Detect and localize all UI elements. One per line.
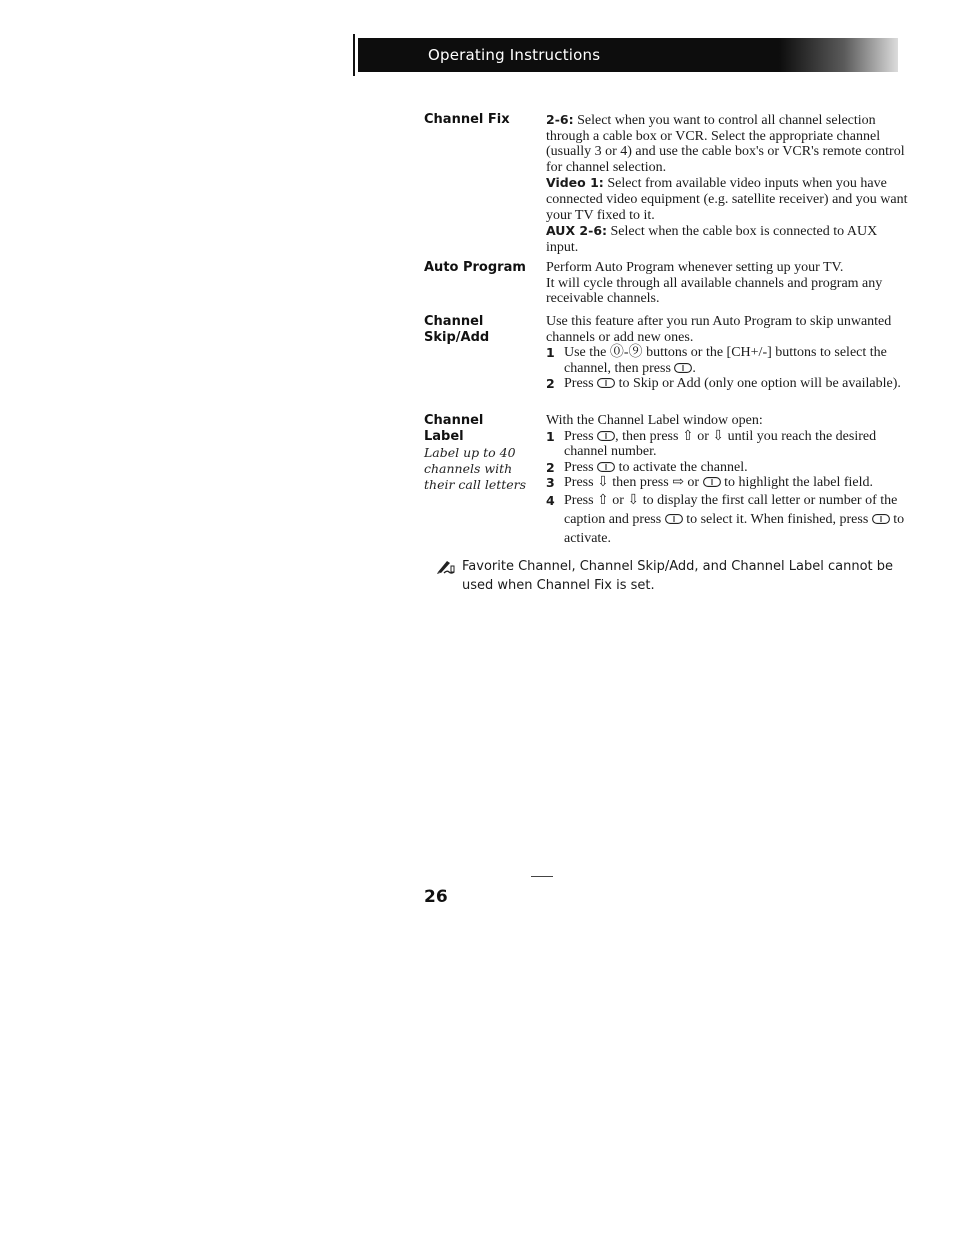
step-number: 1 xyxy=(546,428,555,444)
enter-button-icon xyxy=(597,431,615,441)
enter-button-icon xyxy=(597,378,615,388)
step-text: , then press xyxy=(615,428,682,444)
step-number: 2 xyxy=(546,459,555,475)
section-title: Operating Instructions xyxy=(428,46,601,64)
step-text: Use the xyxy=(564,345,610,361)
step-text: to highlight the label field. xyxy=(720,475,874,491)
auto-program-line1: Perform Auto Program whenever setting up your TV. xyxy=(546,260,844,275)
down-arrow-icon: ⇩ xyxy=(627,492,640,508)
page-number: 26 xyxy=(424,887,448,907)
channel-label-step-1 xyxy=(546,429,912,460)
step-number: 1 xyxy=(546,345,555,361)
auto-program-label: Auto Program xyxy=(424,260,526,275)
option-key: Video 1: xyxy=(546,175,604,191)
option-key: 2-6: xyxy=(546,112,574,127)
label-line: Skip/Add xyxy=(424,330,490,345)
channel-label-step-2 xyxy=(546,460,912,476)
header-rule xyxy=(353,34,355,76)
down-arrow-icon: ⇩ xyxy=(597,475,609,491)
step-text: until you reach the desired channel number. xyxy=(564,428,877,460)
step-text: to activate. xyxy=(564,511,905,546)
enter-button-icon xyxy=(872,514,890,524)
step-text: Press xyxy=(564,428,598,444)
option-text: Select when the cable box is connected to AUX input. xyxy=(546,224,878,255)
page-mark xyxy=(531,876,553,877)
channel-label-caption: Label up to 40 channels with their call letters xyxy=(424,445,527,492)
note-pencil-icon xyxy=(436,557,456,575)
label-line: Channel xyxy=(424,413,484,428)
skip-add-step-1 xyxy=(546,345,912,376)
channel-fix-option-aux xyxy=(546,223,912,255)
step-text: to select it. When finished, press xyxy=(682,511,872,527)
step-text: Press xyxy=(564,459,598,475)
option-text: Select when you want to control all channel selection through a cable box or VCR. Select the appropriate channel (usually 3 or 4) and use the cable box's or VCR's remote control for channel selection. xyxy=(546,113,905,175)
step-text: to display the first call letter or number of the caption and press xyxy=(564,492,898,527)
up-arrow-icon: ⇧ xyxy=(681,428,694,444)
step-text: to Skip or Add (only one option will be available). xyxy=(615,376,901,392)
up-arrow-icon: ⇧ xyxy=(597,492,609,508)
note-text: Favorite Channel, Channel Skip/Add, and Channel Label cannot be used when Channel Fix is set. xyxy=(462,559,893,593)
step-number: 4 xyxy=(546,492,555,508)
channel-fix-body xyxy=(546,112,912,255)
label-line: Channel xyxy=(424,314,484,329)
section-header-bar xyxy=(358,38,898,72)
enter-button-icon xyxy=(674,363,692,373)
option-key: AUX 2-6: xyxy=(546,223,608,239)
channel-fix-option-2-6 xyxy=(546,112,912,175)
step-text: Press xyxy=(564,475,598,491)
option-text: Select from available video inputs when you have connected video equipment (e.g. satellite receiver) and you want your TV fixed to it. xyxy=(546,176,908,223)
enter-button-icon xyxy=(597,462,615,472)
step-text: then press xyxy=(608,475,673,491)
step-text: Press xyxy=(564,492,598,508)
step-text: buttons or the [CH+/-] buttons to select the channel, then press xyxy=(564,345,887,376)
step-text: . xyxy=(692,360,696,376)
channel-label-intro: With the Channel Label window open: xyxy=(546,413,763,428)
number-keys-icon: ⓪-⑨ xyxy=(609,345,643,361)
step-number: 2 xyxy=(546,376,555,392)
channel-fix-option-video1 xyxy=(546,175,912,223)
right-arrow-icon: ⇨ xyxy=(672,475,684,491)
channel-skip-add-body xyxy=(546,314,912,392)
step-text: or xyxy=(693,428,713,444)
label-line: Label xyxy=(424,429,464,444)
channel-skip-add-label xyxy=(424,314,539,346)
step-text: Press xyxy=(564,376,598,392)
skip-add-step-2 xyxy=(546,376,912,392)
step-number: 3 xyxy=(546,475,555,491)
channel-fix-label: Channel Fix xyxy=(424,112,510,127)
step-text: or xyxy=(608,492,628,508)
channel-label-step-3 xyxy=(546,475,912,491)
auto-program-body xyxy=(546,260,912,307)
step-text: or xyxy=(683,475,703,491)
channel-label-label xyxy=(424,413,539,493)
auto-program-line2: It will cycle through all available channels and program any receivable channels. xyxy=(546,275,883,307)
channel-label-body xyxy=(546,413,912,548)
down-arrow-icon: ⇩ xyxy=(712,428,725,444)
enter-button-icon xyxy=(665,514,683,524)
enter-button-icon xyxy=(703,477,721,487)
skip-add-intro: Use this feature after you run Auto Program to skip unwanted channels or add new ones. xyxy=(546,314,892,345)
step-text: to activate the channel. xyxy=(615,459,748,475)
channel-label-step-4 xyxy=(546,491,912,548)
